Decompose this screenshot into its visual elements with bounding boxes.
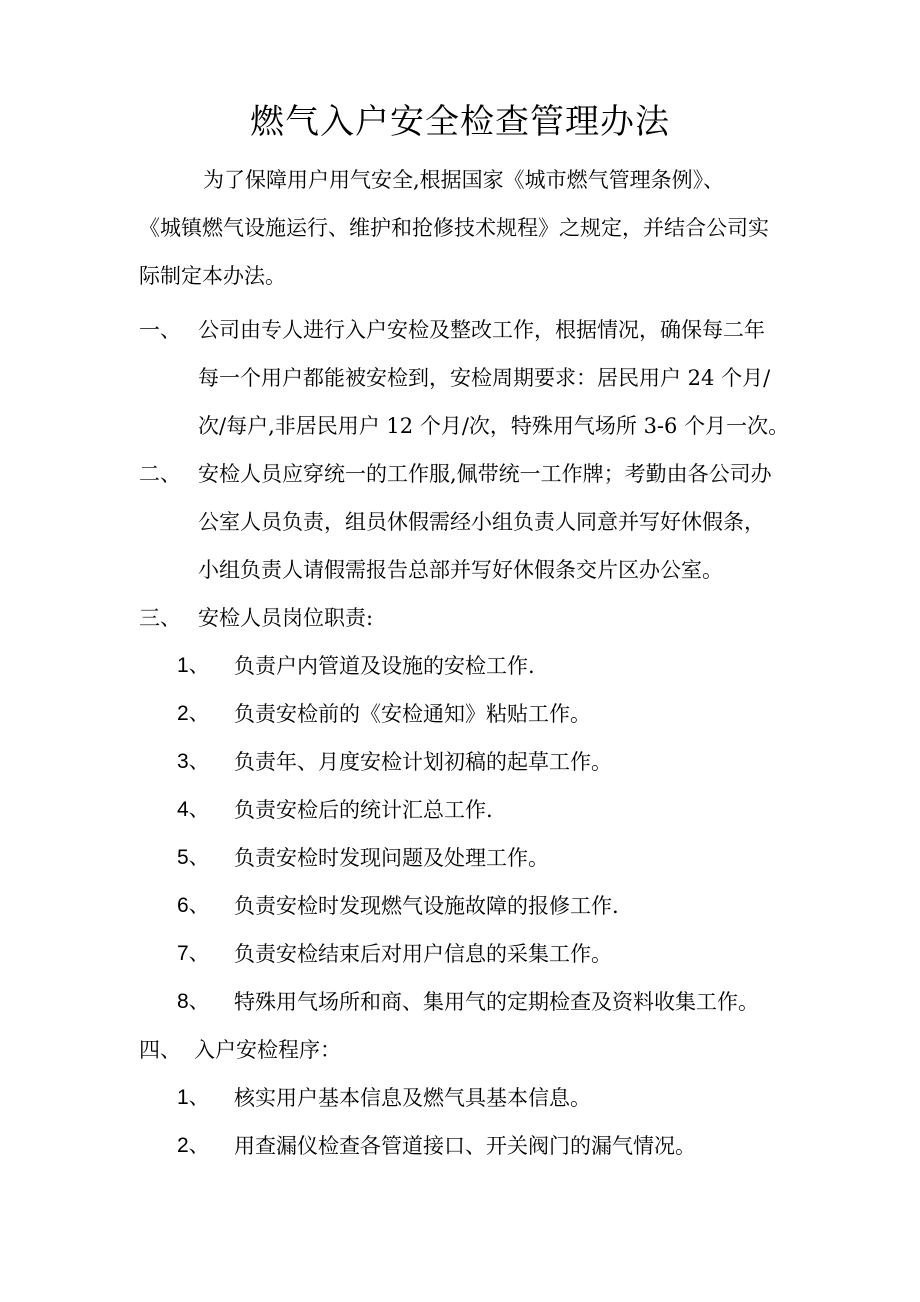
- duty-item-1-text: 负责户内管道及设施的安检工作.: [234, 654, 535, 678]
- section-1-line-2: 每一个用户都能被安检到，安检周期要求：居民用户 24 个月/: [198, 366, 771, 390]
- procedure-item-2-text: 用查漏仪检查各管道接口、开关阀门的漏气情况。: [234, 1134, 696, 1158]
- intro-line-1: 为了保障用户用气安全,根据国家《城市燃气管理条例》、: [203, 168, 725, 192]
- section-3-marker: 三、: [139, 606, 181, 630]
- duty-item-4-text: 负责安检后的统计汇总工作.: [234, 798, 493, 822]
- section-2-marker: 二、: [139, 462, 181, 486]
- section-1-line-3: 次/每户,非居民用户 12 个月/次，特殊用气场所 3-6 个月一次。: [198, 414, 790, 438]
- duty-item-7-text: 负责安检结束后对用户信息的采集工作。: [234, 942, 612, 966]
- duty-item-2-text: 负责安检前的《安检通知》粘贴工作。: [234, 702, 591, 726]
- procedure-item-1-text: 核实用户基本信息及燃气具基本信息。: [234, 1086, 591, 1110]
- duty-item-3-number: 3、: [177, 750, 210, 773]
- duty-item-8-number: 8、: [177, 990, 210, 1013]
- duty-item-5-text: 负责安检时发现问题及处理工作。: [234, 846, 549, 870]
- procedure-item-1-number: 1、: [177, 1086, 210, 1109]
- section-1-line-1: 公司由专人进行入户安检及整改工作，根据情况，确保每二年: [198, 318, 765, 342]
- duty-item-5-number: 5、: [177, 846, 210, 869]
- duty-item-3-text: 负责年、月度安检计划初稿的起草工作。: [234, 750, 612, 774]
- section-2-line-2: 公室人员负责，组员休假需经小组负责人同意并写好休假条，: [198, 510, 765, 534]
- section-1-marker: 一、: [139, 318, 181, 342]
- duty-item-6-text: 负责安检时发现燃气设施故障的报修工作.: [234, 894, 619, 918]
- section-3-heading: 安检人员岗位职责:: [198, 606, 374, 630]
- duty-item-1-number: 1、: [177, 654, 210, 677]
- duty-item-6-number: 6、: [177, 894, 210, 917]
- section-2-line-3: 小组负责人请假需报告总部并写好休假条交片区办公室。: [198, 558, 723, 582]
- intro-line-3: 际制定本办法。: [139, 264, 286, 288]
- duty-item-2-number: 2、: [177, 702, 210, 725]
- duty-item-4-number: 4、: [177, 798, 210, 821]
- section-2-line-1: 安检人员应穿统一的工作服,佩带统一工作牌；考勤由各公司办: [198, 462, 772, 486]
- document-title: 燃气入户安全检查管理办法: [250, 102, 670, 142]
- duty-item-7-number: 7、: [177, 942, 210, 965]
- procedure-item-2-number: 2、: [177, 1134, 210, 1157]
- intro-line-2: 《城镇燃气设施运行、维护和抢修技术规程》之规定，并结合公司实: [139, 216, 769, 240]
- section-4-heading: 入户安检程序：: [194, 1038, 341, 1062]
- section-4-marker: 四、: [139, 1038, 181, 1062]
- duty-item-8-text: 特殊用气场所和商、集用气的定期检查及资料收集工作。: [234, 990, 759, 1014]
